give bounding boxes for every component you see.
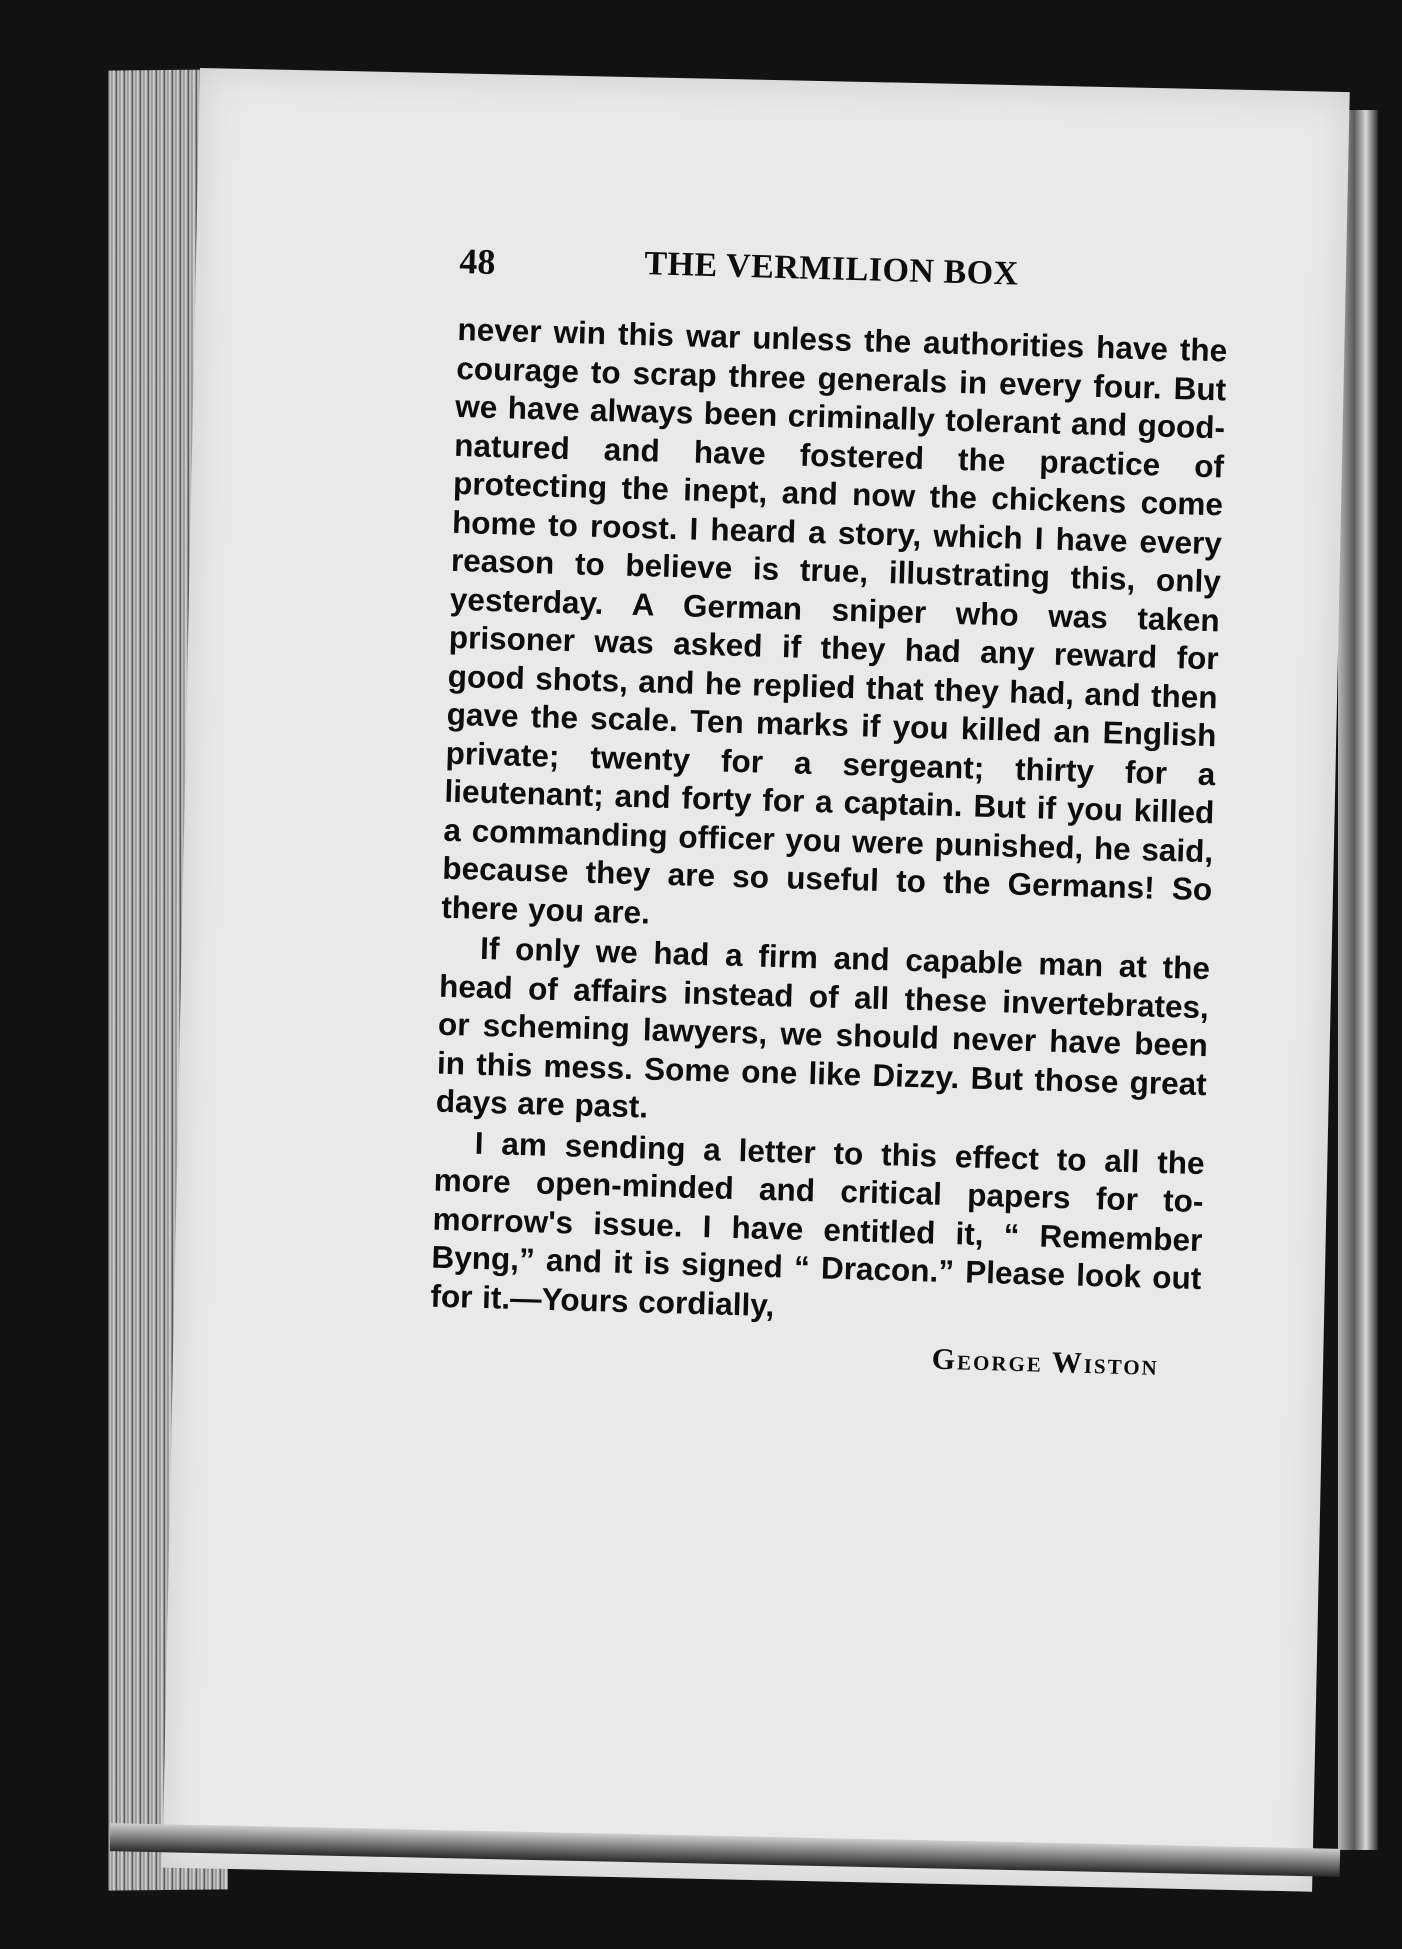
page-number: 48	[458, 240, 496, 282]
book-page-edges-right	[1338, 110, 1378, 1850]
paragraph-3: I am sending a letter to this effect to all the more open-minded and critical papers for to-morrow's issue. I have entitled it, “ Remember Byng,” and it is signed “ Dracon.” Please look out for it.—Yours cordially,	[430, 1124, 1206, 1323]
running-title: THE VERMILION BOX	[643, 245, 1020, 293]
page-content	[429, 240, 1230, 1384]
paragraph-2: If only we had a firm and capable man at the head of affairs instead of all these invertebrates, or scheming lawyers, we should never have been in this mess. Some one like Dizzy. But those great days are past.	[435, 929, 1211, 1125]
paragraph-1: never win this war unless the authorities have the courage to scrap three generals in every four. But we have always been criminally tolerant and good-natured and have fostered the practice of protecting the inept, and now the chickens come home to roost. I heard a story, which I have every reason to believe is true, illustrating this, only yesterday. A German sniper who was taken prisoner was asked if they had any reward for good shots, and he replied that they had, and then gave the scale. Ten marks if you killed an English private; twenty for a sergeant; thirty for a lieutenant; and forty for a captain. But if you killed a commanding officer you were punished, he said, because they are so useful to the Germans! So there you are.	[440, 310, 1228, 931]
signature: George Wiston	[931, 1342, 1160, 1382]
